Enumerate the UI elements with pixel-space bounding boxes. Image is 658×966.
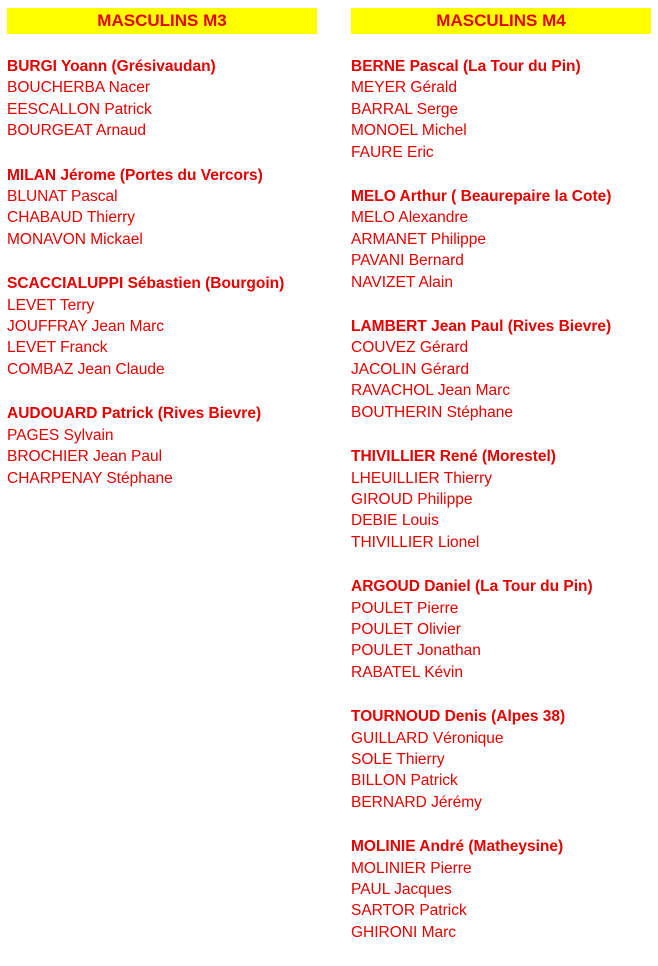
team-list: [351, 56, 651, 943]
team-block: [7, 56, 317, 142]
team-member: BILLON Patrick: [351, 772, 458, 790]
team-member: GHIRONI Marc: [351, 923, 457, 941]
team-member: LEVET Terry: [7, 296, 95, 314]
team-captain: BURGI Yoann (Grésivaudan): [7, 58, 216, 75]
team-member: BOUTHERIN Stéphane: [351, 403, 513, 421]
team-block: [351, 836, 651, 943]
team-member: PAUL Jacques: [351, 881, 452, 898]
team-member: FAURE Eric: [351, 143, 434, 161]
team-member: BOURGEAT Arnaud: [7, 122, 146, 140]
team-member: COMBAZ Jean Claude: [7, 360, 165, 378]
team-block: [351, 56, 651, 163]
team-captain: MILAN Jérome (Portes du Vercors): [7, 166, 263, 184]
team-member: DEBIE Louis: [351, 512, 439, 530]
team-member: MOLINIER Pierre: [351, 859, 472, 877]
column-m3: [7, 8, 317, 512]
team-member: EESCALLON Patrick: [7, 100, 152, 118]
team-member: BARRAL Serge: [351, 100, 459, 118]
team-member: BOUCHERBA Nacer: [7, 79, 150, 97]
column-title: MASCULINS M4: [351, 8, 651, 34]
team-member: POULET Jonathan: [351, 642, 481, 660]
team-block: [351, 316, 651, 423]
team-member: SARTOR Patrick: [351, 902, 467, 920]
team-captain: ARGOUD Daniel (La Tour du Pin): [351, 578, 593, 596]
team-member: MEYER Gérald: [351, 79, 457, 97]
team-list: [7, 56, 317, 489]
team-member: RABATEL Kévin: [351, 663, 463, 681]
team-member: RAVACHOL Jean Marc: [351, 382, 511, 400]
team-block: [7, 165, 317, 251]
team-block: [351, 446, 651, 553]
team-member: LEVET Franck: [7, 339, 108, 357]
team-member: BERNARD Jérémy: [351, 793, 482, 811]
team-block: [351, 576, 651, 683]
team-block: [351, 186, 651, 293]
team-member: NAVIZET Alain: [351, 273, 453, 291]
team-member: COUVEZ Gérard: [351, 339, 469, 357]
team-captain: LAMBERT Jean Paul (Rives Bievre): [351, 318, 612, 336]
team-block: [7, 273, 317, 380]
team-member: MONAVON Mickael: [7, 230, 143, 248]
team-member: POULET Pierre: [351, 599, 459, 617]
team-member: ARMANET Philippe: [351, 230, 486, 248]
team-member: POULET Olivier: [351, 620, 461, 638]
column-m4: [351, 8, 651, 966]
team-member: JOUFFRAY Jean Marc: [7, 318, 165, 336]
team-captain: SCACCIALUPPI Sébastien (Bourgoin): [7, 275, 285, 293]
team-member: SOLE Thierry: [351, 750, 445, 768]
team-member: MONOEL Michel: [351, 122, 467, 140]
team-captain: TOURNOUD Denis (Alpes 38): [351, 708, 566, 726]
team-block: [7, 403, 317, 489]
team-member: PAGES Sylvain: [7, 426, 114, 444]
team-captain: AUDOUARD Patrick (Rives Bievre): [7, 405, 262, 423]
team-member: GIROUD Philippe: [351, 490, 473, 508]
team-member: CHARPENAY Stéphane: [7, 469, 173, 487]
team-member: BLUNAT Pascal: [7, 188, 118, 206]
column-title: MASCULINS M3: [7, 8, 317, 34]
team-member: CHABAUD Thierry: [7, 209, 136, 227]
team-member: LHEUILLIER Thierry: [351, 469, 492, 487]
team-captain: BERNE Pascal (La Tour du Pin): [351, 58, 581, 75]
team-captain: MOLINIE André (Matheysine): [351, 838, 564, 856]
team-member: JACOLIN Gérard: [351, 360, 470, 378]
team-member: THIVILLIER Lionel: [351, 533, 480, 551]
team-member: MELO Alexandre: [351, 209, 469, 227]
team-member: PAVANI Bernard: [351, 252, 464, 270]
team-member: GUILLARD Véronique: [351, 729, 504, 747]
team-block: [351, 706, 651, 813]
team-member: BROCHIER Jean Paul: [7, 448, 163, 466]
team-captain: THIVILLIER René (Morestel): [351, 448, 556, 466]
team-captain: MELO Arthur ( Beaurepaire la Cote): [351, 188, 612, 206]
